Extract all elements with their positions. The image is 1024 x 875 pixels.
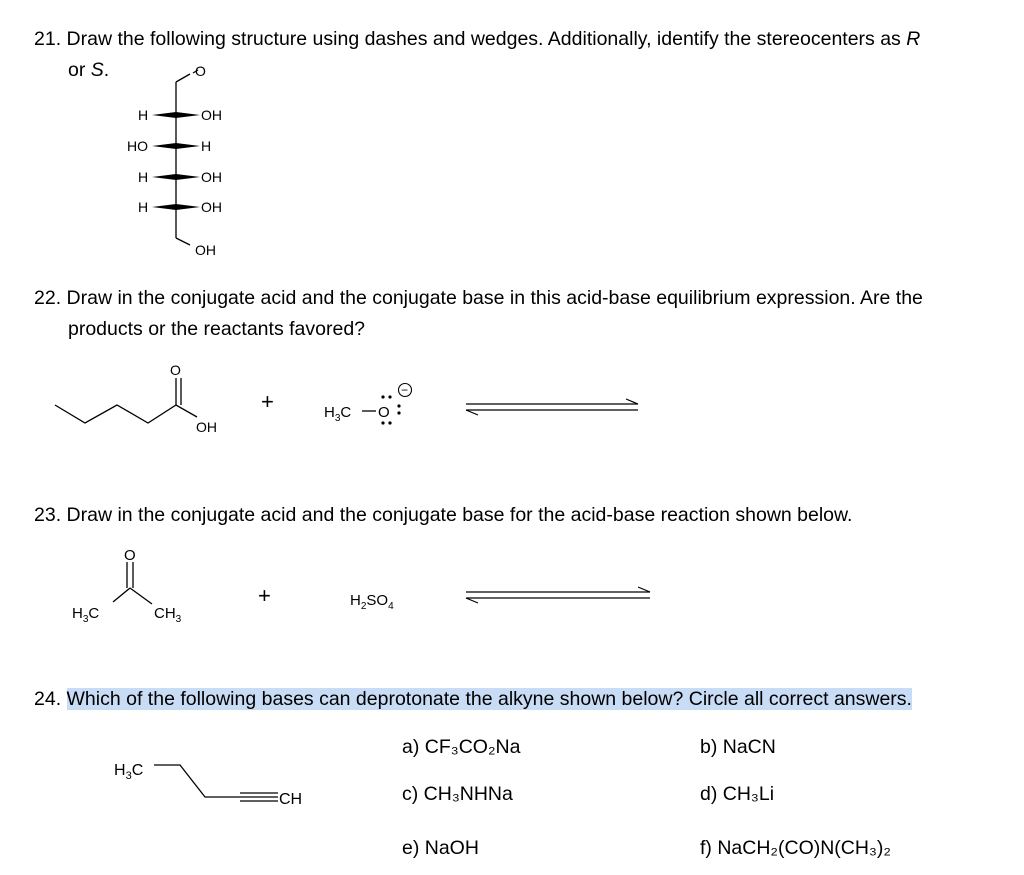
answer-e[interactable]: e) NaOH xyxy=(402,837,479,859)
question-text: Draw in the conjugate acid and the conjugate base in this acid-base equilibrium expression. Are the xyxy=(66,287,923,309)
plus-sign-q22: + xyxy=(261,389,274,414)
fischer-bottom-oh: OH xyxy=(195,242,216,258)
question-number: 23. xyxy=(34,504,62,526)
methoxide-formula: $H_3C$ xyxy=(324,404,352,424)
alkyne-chain xyxy=(154,765,278,801)
acetone-left-methyl: $H_3C$ xyxy=(72,605,100,625)
question-22-line2: products or the reactants favored? xyxy=(68,318,366,340)
acetone xyxy=(113,562,152,604)
fischer-row4-right: OH xyxy=(201,199,222,215)
fischer-row2-left: HO xyxy=(127,138,148,154)
acetone-carbonyl-o: O xyxy=(124,547,136,564)
equilibrium-arrow-q23 xyxy=(466,587,650,603)
fischer-row2-right: H xyxy=(201,138,212,154)
question-text: Draw the following structure using dashes and wedges. Additionally, identify the stereocenters as xyxy=(66,28,901,50)
r-label: R xyxy=(906,28,921,50)
fischer-projection xyxy=(176,70,198,245)
acetone-right-methyl: $CH_3$ xyxy=(154,605,182,625)
question-number: 22. xyxy=(34,287,62,309)
answer-f[interactable]: f) NaCH₂(CO)N(CH₃)₂ xyxy=(700,837,891,859)
s-label: S xyxy=(90,59,104,81)
fischer-row1-left: H xyxy=(138,107,149,123)
question-text: Draw in the conjugate acid and the conjugate base for the acid-base reaction shown below. xyxy=(66,504,853,526)
question-number: 24. xyxy=(34,688,62,710)
sulfuric-acid: $H_2SO_4$ xyxy=(350,592,394,612)
acid-oh: OH xyxy=(196,419,217,435)
question-number: 21. xyxy=(34,28,62,50)
plus-sign-q23: + xyxy=(258,583,271,608)
alkyne-terminal-ch: CH xyxy=(279,791,303,808)
fischer-aldehyde-o: O xyxy=(195,63,206,79)
negative-charge-sign: − xyxy=(401,383,409,397)
fischer-row1-right: OH xyxy=(201,107,222,123)
alkyne-methyl: $H_3C$ xyxy=(114,762,144,782)
period: . xyxy=(103,59,110,81)
fischer-row3-left: H xyxy=(138,169,149,185)
answer-d[interactable]: d) CH₃Li xyxy=(700,783,775,805)
pentanoic-acid xyxy=(55,378,197,423)
fischer-row3-right: OH xyxy=(201,169,222,185)
question-text-highlighted: Which of the following bases can deprotonate the alkyne shown below? Circle all correct answers. xyxy=(66,688,912,710)
methoxide-oxygen: O xyxy=(378,404,390,421)
equilibrium-arrow-q22 xyxy=(466,399,638,415)
answer-b[interactable]: b) NaCN xyxy=(700,736,776,758)
answer-a[interactable]: a) CF₃CO₂Na xyxy=(402,736,521,758)
fischer-row4-left: H xyxy=(138,199,149,215)
answer-c[interactable]: c) CH₃NHNa xyxy=(402,783,513,805)
question-text-cont: or xyxy=(68,59,86,81)
acid-carbonyl-o: O xyxy=(170,362,181,378)
